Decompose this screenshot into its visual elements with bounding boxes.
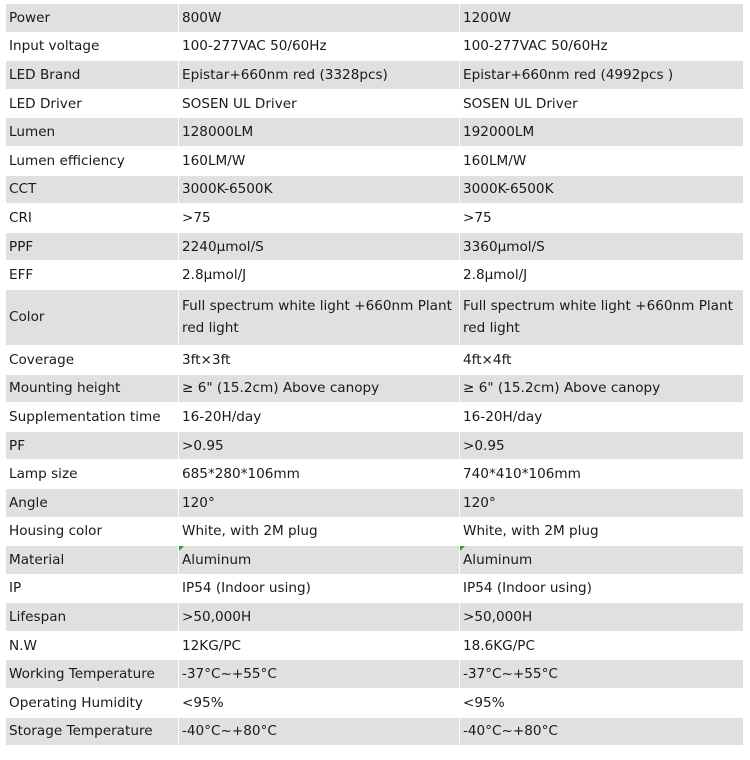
spec-value-1200w: 18.6KG/PC [460, 631, 744, 660]
spec-value-1200w: White, with 2M plug [460, 517, 744, 546]
spec-value-1200w: 120° [460, 488, 744, 517]
spec-label: EFF [6, 261, 179, 290]
spec-value-1200w: <95% [460, 689, 744, 718]
spec-value-1200w: SOSEN UL Driver [460, 89, 744, 118]
spec-row-ppf [6, 232, 744, 261]
spec-row-lifespan [6, 603, 744, 632]
spec-value-800w: -40°C~+80°C [179, 717, 460, 746]
spec-value-1200w: 16-20H/day [460, 403, 744, 432]
spec-value-800w: 685*280*106mm [179, 460, 460, 489]
spec-row-cri [6, 204, 744, 233]
spec-label: Input voltage [6, 32, 179, 61]
spec-value-1200w: 2.8μmol/J [460, 261, 744, 290]
spec-label: Mounting height [6, 374, 179, 403]
spec-row-ip [6, 574, 744, 603]
spec-value-1200w: >0.95 [460, 431, 744, 460]
spec-value-1200w: 1200W [460, 4, 744, 33]
spec-label: N.W [6, 631, 179, 660]
spec-row-coverage [6, 345, 744, 374]
spec-label: Lumen efficiency [6, 146, 179, 175]
spec-value-800w: ≥ 6" (15.2cm) Above canopy [179, 374, 460, 403]
spec-label: LED Brand [6, 61, 179, 90]
spec-row-power [6, 4, 744, 33]
spec-row-storage-temperature [6, 717, 744, 746]
spec-row-housing-color [6, 517, 744, 546]
spec-row-mounting-height [6, 374, 744, 403]
spec-value-1200w: ≥ 6" (15.2cm) Above canopy [460, 374, 744, 403]
spec-row-cct [6, 175, 744, 204]
spec-row-nw [6, 631, 744, 660]
spec-row-color [6, 289, 744, 345]
spec-value-800w: 120° [179, 488, 460, 517]
spec-label: CCT [6, 175, 179, 204]
spec-value-1200w: -40°C~+80°C [460, 717, 744, 746]
spec-row-led-driver [6, 89, 744, 118]
spec-value-800w: >0.95 [179, 431, 460, 460]
spec-value-1200w: 100-277VAC 50/60Hz [460, 32, 744, 61]
spec-value-1200w: 3000K-6500K [460, 175, 744, 204]
spec-label: Lifespan [6, 603, 179, 632]
spec-row-lumen-efficiency [6, 146, 744, 175]
spec-row-operating-humidity [6, 689, 744, 718]
spec-value-1200w: >75 [460, 204, 744, 233]
spec-row-working-temperature [6, 660, 744, 689]
spec-value-800w: >50,000H [179, 603, 460, 632]
spec-value-800w: 160LM/W [179, 146, 460, 175]
spec-label: Housing color [6, 517, 179, 546]
spec-value-800w: Epistar+660nm red (3328pcs) [179, 61, 460, 90]
spec-value-800w: IP54 (Indoor using) [179, 574, 460, 603]
spec-value-800w: 16-20H/day [179, 403, 460, 432]
spec-row-supplementation-time [6, 403, 744, 432]
spec-row-input-voltage [6, 32, 744, 61]
spec-row-lumen [6, 118, 744, 147]
spec-value-800w: 3ft×3ft [179, 345, 460, 374]
spec-label: Storage Temperature [6, 717, 179, 746]
spec-label: Coverage [6, 345, 179, 374]
spec-value-800w: Aluminum [179, 546, 460, 575]
spec-value-1200w: Aluminum [460, 546, 744, 575]
spec-value-1200w: IP54 (Indoor using) [460, 574, 744, 603]
spec-label: Working Temperature [6, 660, 179, 689]
spec-row-material [6, 546, 744, 575]
spec-row-eff [6, 261, 744, 290]
spec-value-1200w: 740*410*106mm [460, 460, 744, 489]
spec-value-800w: 12KG/PC [179, 631, 460, 660]
spec-value-1200w: Epistar+660nm red (4992pcs ) [460, 61, 744, 90]
spec-row-pf [6, 431, 744, 460]
spec-label: Material [6, 546, 179, 575]
spec-row-angle [6, 488, 744, 517]
spec-label: LED Driver [6, 89, 179, 118]
spec-row-lamp-size [6, 460, 744, 489]
spec-value-800w: 128000LM [179, 118, 460, 147]
spec-value-1200w: -37°C~+55°C [460, 660, 744, 689]
spec-label: Operating Humidity [6, 689, 179, 718]
spec-table [5, 3, 744, 746]
spec-label: Power [6, 4, 179, 33]
spec-label: CRI [6, 204, 179, 233]
spec-label: Lamp size [6, 460, 179, 489]
spec-value-1200w: 3360μmol/S [460, 232, 744, 261]
spec-value-1200w: 160LM/W [460, 146, 744, 175]
spec-table-body [6, 4, 744, 746]
spec-label: Angle [6, 488, 179, 517]
spec-row-led-brand [6, 61, 744, 90]
spec-value-800w: SOSEN UL Driver [179, 89, 460, 118]
spec-label: Color [6, 289, 179, 345]
spec-label: IP [6, 574, 179, 603]
spec-label: PF [6, 431, 179, 460]
spec-value-800w: 2.8μmol/J [179, 261, 460, 290]
spec-value-800w: -37°C~+55°C [179, 660, 460, 689]
spec-value-800w: 2240μmol/S [179, 232, 460, 261]
spec-value-800w: 3000K-6500K [179, 175, 460, 204]
spec-value-800w: 100-277VAC 50/60Hz [179, 32, 460, 61]
spec-label: Supplementation time [6, 403, 179, 432]
spec-value-800w: <95% [179, 689, 460, 718]
spec-value-800w: 800W [179, 4, 460, 33]
spec-value-1200w: 192000LM [460, 118, 744, 147]
spec-value-1200w: >50,000H [460, 603, 744, 632]
spec-value-1200w: 4ft×4ft [460, 345, 744, 374]
spec-value-800w: White, with 2M plug [179, 517, 460, 546]
spec-label: Lumen [6, 118, 179, 147]
spec-value-800w: Full spectrum white light +660nm Plant red light [179, 289, 460, 345]
spec-label: PPF [6, 232, 179, 261]
spec-value-1200w: Full spectrum white light +660nm Plant red light [460, 289, 744, 345]
spec-value-800w: >75 [179, 204, 460, 233]
